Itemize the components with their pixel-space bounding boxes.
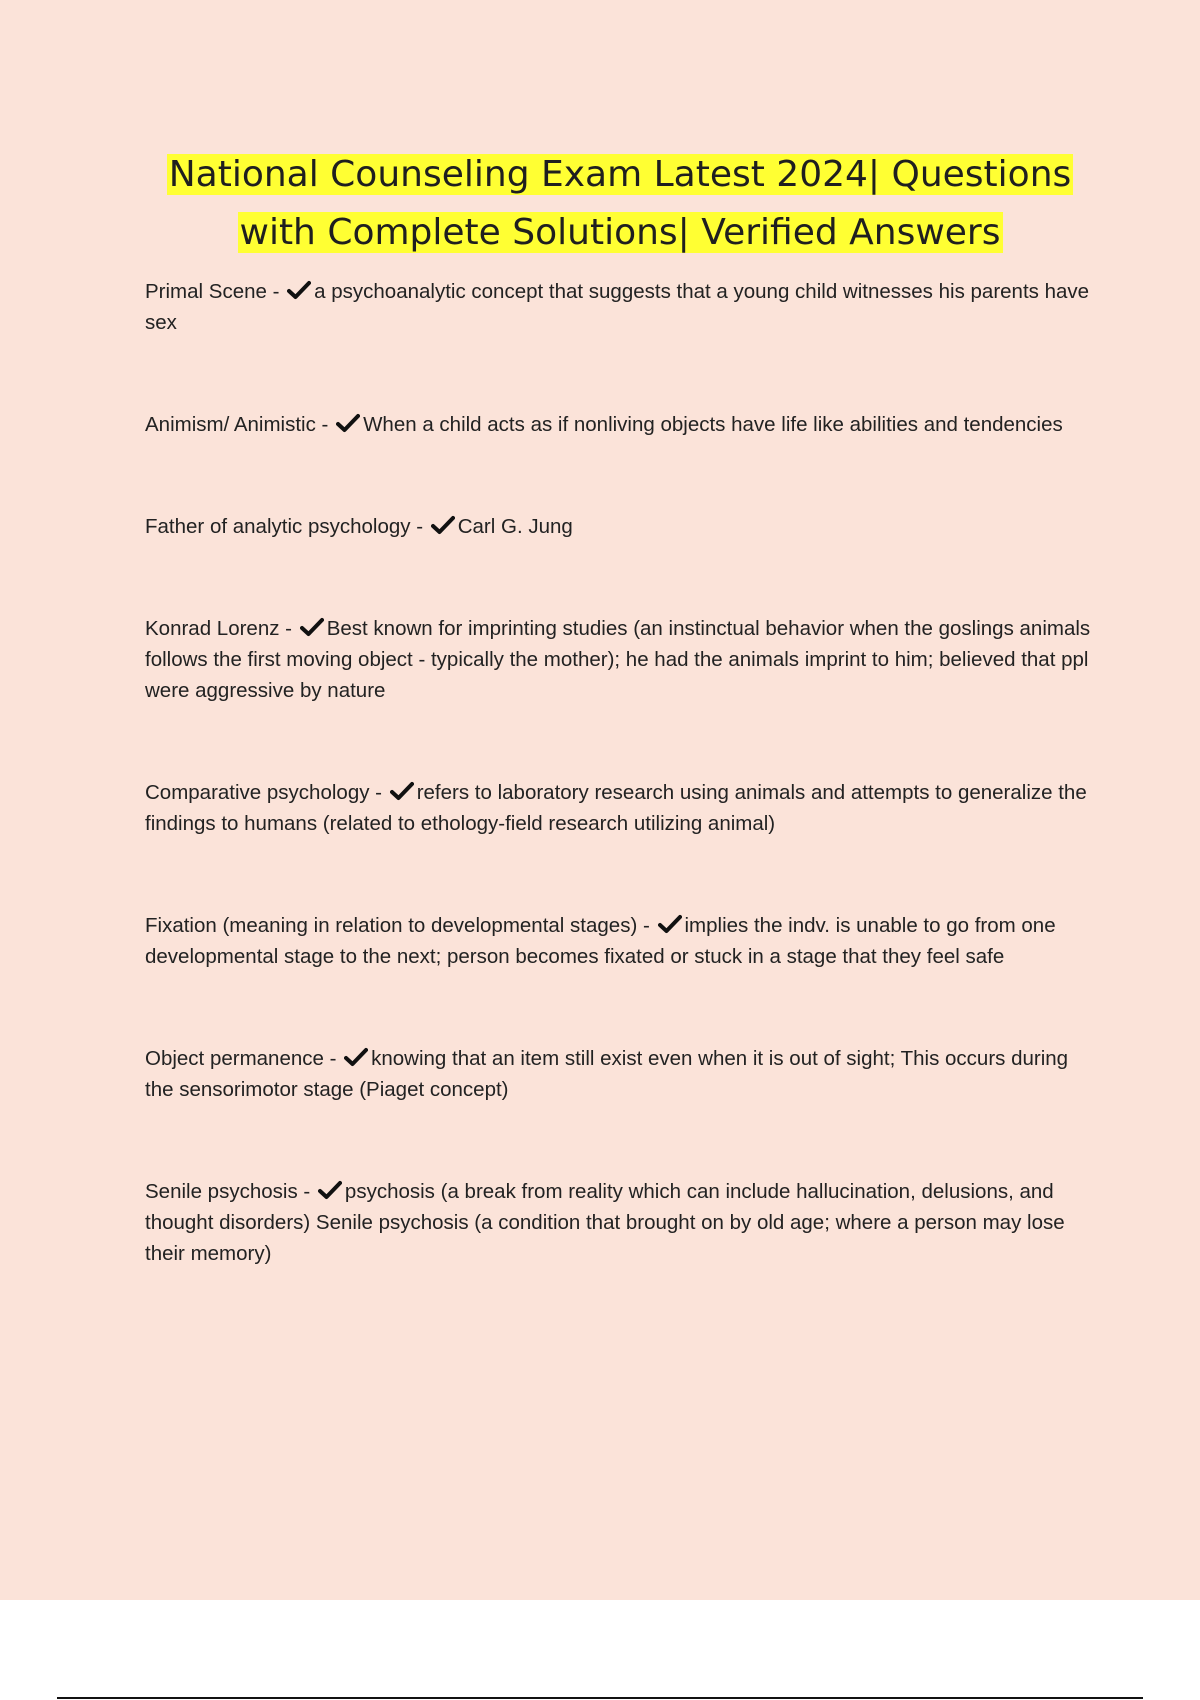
entry-separator: - xyxy=(297,1180,316,1203)
qa-entry xyxy=(145,276,1100,338)
footer-divider xyxy=(57,1697,1143,1699)
entry-separator: - xyxy=(369,781,388,804)
qa-entry xyxy=(145,409,1100,440)
entry-separator: - xyxy=(323,1047,343,1070)
check-icon xyxy=(336,413,360,433)
entry-definition: Best known for imprinting studies (an instinctual behavior when the goslings animals follows the first moving object - typically the mother); he had the animals imprint to him; believed that ppl were aggressive by nature xyxy=(145,617,1091,702)
page-title xyxy=(60,146,1180,262)
entry-definition: a psychoanalytic concept that suggests that a young child witnesses his parents have sex xyxy=(145,280,1090,334)
title-line-1: National Counseling Exam Latest 2024| Questions xyxy=(168,154,1072,195)
qa-entry xyxy=(145,613,1100,706)
entry-definition: Carl G. Jung xyxy=(457,515,573,538)
entry-separator: - xyxy=(637,914,656,937)
qa-entry xyxy=(145,777,1100,839)
qa-entry xyxy=(145,1176,1100,1269)
entry-term: Primal Scene xyxy=(145,280,267,303)
check-icon xyxy=(318,1180,342,1200)
title-line-2: with Complete Solutions| Verified Answers xyxy=(239,212,1001,253)
entry-term: Object permanence xyxy=(145,1047,324,1070)
qa-list xyxy=(145,276,1100,1340)
entry-term: Animism/ Animistic xyxy=(145,413,316,436)
entry-definition: knowing that an item still exist even when it is out of sight; This occurs during the sensorimotor stage (Piaget concept) xyxy=(145,1047,1069,1101)
entry-definition: psychosis (a break from reality which can include hallucination, delusions, and thought disorders) Senile psychosis (a condition that brought on by old age; where a person may lose their memory) xyxy=(145,1180,1065,1265)
entry-term: Father of analytic psychology xyxy=(145,515,411,538)
entry-definition: When a child acts as if nonliving objects have life like abilities and tendencies xyxy=(363,413,1063,436)
entry-term: Fixation (meaning in relation to developmental stages) xyxy=(145,914,638,937)
entry-definition: implies the indv. is unable to go from one developmental stage to the next; person becomes fixated or stuck in a stage that they feel safe xyxy=(145,914,1056,968)
entry-term: Comparative psychology xyxy=(145,781,370,804)
entry-term: Konrad Lorenz xyxy=(145,617,280,640)
entry-separator: - xyxy=(315,413,335,436)
qa-entry xyxy=(145,910,1100,972)
entry-term: Senile psychosis xyxy=(145,1180,298,1203)
check-icon xyxy=(344,1047,368,1067)
entry-separator: - xyxy=(410,515,429,538)
check-icon xyxy=(287,280,311,300)
qa-entry xyxy=(145,511,1100,542)
check-icon xyxy=(390,781,414,801)
qa-entry xyxy=(145,1043,1100,1105)
entry-separator: - xyxy=(266,280,286,303)
check-icon xyxy=(431,515,455,535)
entry-separator: - xyxy=(279,617,298,640)
entry-definition: refers to laboratory research using animals and attempts to generalize the findings to humans (related to ethology-field research utilizing animal) xyxy=(145,781,1087,835)
check-icon xyxy=(300,617,324,637)
check-icon xyxy=(658,914,682,934)
